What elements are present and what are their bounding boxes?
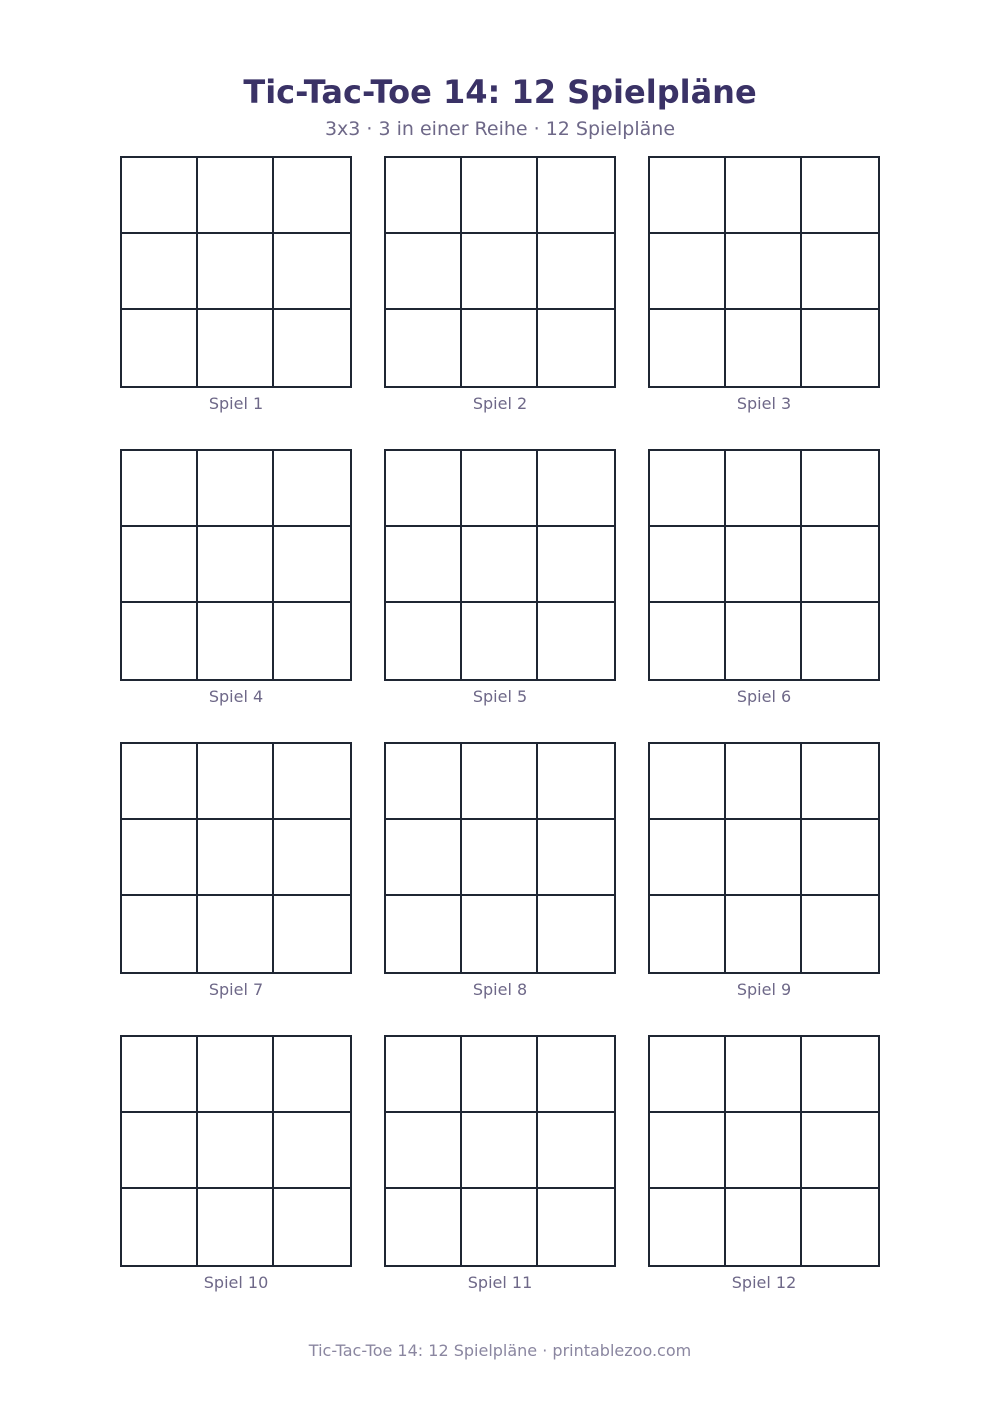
board-square[interactable] [726, 603, 802, 679]
board-square[interactable] [726, 820, 802, 896]
board-label: Spiel 5 [472, 687, 528, 706]
board-square[interactable] [802, 451, 878, 527]
board-square[interactable] [386, 451, 462, 527]
board-square[interactable] [726, 1037, 802, 1113]
game-board [384, 156, 616, 388]
board-label: Spiel 2 [472, 394, 528, 413]
board-square[interactable] [802, 744, 878, 820]
board-square[interactable] [274, 234, 350, 310]
game-board-card [120, 1035, 352, 1328]
game-board-card [384, 449, 616, 742]
board-square[interactable] [274, 1113, 350, 1189]
board-label: Spiel 8 [472, 980, 528, 999]
board-square[interactable] [386, 896, 462, 972]
board-square[interactable] [462, 820, 538, 896]
board-square[interactable] [122, 234, 198, 310]
board-square[interactable] [122, 896, 198, 972]
board-square[interactable] [802, 234, 878, 310]
board-square[interactable] [386, 1037, 462, 1113]
board-square[interactable] [462, 158, 538, 234]
board-square[interactable] [538, 1113, 614, 1189]
board-square[interactable] [122, 603, 198, 679]
board-square[interactable] [198, 1113, 274, 1189]
game-board-card [120, 449, 352, 742]
board-square[interactable] [386, 234, 462, 310]
board-square[interactable] [386, 820, 462, 896]
game-board-card [120, 156, 352, 449]
board-square[interactable] [650, 603, 726, 679]
board-square[interactable] [726, 310, 802, 386]
board-square[interactable] [198, 1037, 274, 1113]
board-square[interactable] [274, 158, 350, 234]
board-square[interactable] [650, 451, 726, 527]
board-label: Spiel 1 [208, 394, 264, 413]
game-board-card [648, 449, 880, 742]
board-square[interactable] [122, 1037, 198, 1113]
board-square[interactable] [386, 158, 462, 234]
board-square[interactable] [650, 744, 726, 820]
board-square[interactable] [198, 744, 274, 820]
board-square[interactable] [538, 527, 614, 603]
board-square[interactable] [122, 1113, 198, 1189]
board-square[interactable] [650, 820, 726, 896]
game-board [384, 1035, 616, 1267]
board-square[interactable] [538, 1189, 614, 1265]
board-square[interactable] [802, 310, 878, 386]
game-board [120, 156, 352, 388]
board-square[interactable] [538, 896, 614, 972]
game-board [384, 449, 616, 681]
boards-grid [120, 156, 880, 1328]
board-square[interactable] [650, 1037, 726, 1113]
board-square[interactable] [650, 158, 726, 234]
page-title: Tic-Tac-Toe 14: 12 Spielpläne [243, 73, 757, 111]
game-board [120, 742, 352, 974]
board-square[interactable] [538, 820, 614, 896]
board-square[interactable] [650, 310, 726, 386]
board-square[interactable] [802, 820, 878, 896]
board-square[interactable] [274, 744, 350, 820]
board-square[interactable] [198, 451, 274, 527]
board-square[interactable] [274, 896, 350, 972]
board-square[interactable] [726, 527, 802, 603]
board-square[interactable] [726, 1113, 802, 1189]
board-square[interactable] [650, 1189, 726, 1265]
game-board [648, 156, 880, 388]
game-board-card [384, 742, 616, 1035]
board-square[interactable] [726, 896, 802, 972]
board-label: Spiel 6 [736, 687, 792, 706]
board-square[interactable] [198, 820, 274, 896]
board-square[interactable] [198, 234, 274, 310]
board-square[interactable] [650, 1113, 726, 1189]
board-square[interactable] [122, 744, 198, 820]
game-board [648, 449, 880, 681]
board-label: Spiel 3 [736, 394, 792, 413]
game-board-card [384, 156, 616, 449]
board-square[interactable] [462, 1189, 538, 1265]
game-board [120, 449, 352, 681]
board-square[interactable] [802, 1113, 878, 1189]
board-square[interactable] [198, 158, 274, 234]
board-square[interactable] [198, 603, 274, 679]
game-board-card [648, 156, 880, 449]
board-square[interactable] [462, 603, 538, 679]
game-board-card [120, 742, 352, 1035]
board-square[interactable] [462, 527, 538, 603]
board-square[interactable] [726, 234, 802, 310]
board-square[interactable] [802, 1189, 878, 1265]
board-square[interactable] [122, 1189, 198, 1265]
board-square[interactable] [274, 527, 350, 603]
board-square[interactable] [122, 158, 198, 234]
board-square[interactable] [198, 310, 274, 386]
board-square[interactable] [538, 234, 614, 310]
board-square[interactable] [462, 1037, 538, 1113]
board-square[interactable] [538, 744, 614, 820]
board-square[interactable] [802, 158, 878, 234]
board-square[interactable] [386, 1113, 462, 1189]
board-square[interactable] [386, 744, 462, 820]
board-square[interactable] [538, 603, 614, 679]
board-square[interactable] [198, 896, 274, 972]
board-square[interactable] [274, 451, 350, 527]
game-board-card [384, 1035, 616, 1328]
board-square[interactable] [538, 1037, 614, 1113]
board-square[interactable] [650, 234, 726, 310]
board-square[interactable] [538, 158, 614, 234]
board-square[interactable] [274, 1189, 350, 1265]
board-label: Spiel 4 [208, 687, 264, 706]
board-square[interactable] [802, 527, 878, 603]
board-square[interactable] [386, 527, 462, 603]
page-subtitle: 3x3 · 3 in einer Reihe · 12 Spielpläne [324, 118, 676, 140]
game-board [120, 1035, 352, 1267]
board-label: Spiel 10 [203, 1273, 269, 1292]
board-label: Spiel 9 [736, 980, 792, 999]
board-square[interactable] [462, 896, 538, 972]
game-board-card [648, 742, 880, 1035]
board-square[interactable] [462, 744, 538, 820]
game-board [384, 742, 616, 974]
page-footer: Tic-Tac-Toe 14: 12 Spielpläne · printablezoo.com [308, 1341, 692, 1360]
board-square[interactable] [386, 603, 462, 679]
board-square[interactable] [538, 451, 614, 527]
board-square[interactable] [726, 158, 802, 234]
board-label: Spiel 12 [731, 1273, 797, 1292]
board-square[interactable] [462, 451, 538, 527]
game-board-card [648, 1035, 880, 1328]
board-square[interactable] [802, 1037, 878, 1113]
board-square[interactable] [274, 310, 350, 386]
board-square[interactable] [122, 451, 198, 527]
board-square[interactable] [802, 603, 878, 679]
board-square[interactable] [650, 527, 726, 603]
board-square[interactable] [274, 820, 350, 896]
game-board [648, 742, 880, 974]
board-square[interactable] [650, 896, 726, 972]
game-board [648, 1035, 880, 1267]
board-square[interactable] [198, 527, 274, 603]
board-square[interactable] [538, 310, 614, 386]
board-square[interactable] [122, 527, 198, 603]
board-square[interactable] [386, 1189, 462, 1265]
board-square[interactable] [274, 1037, 350, 1113]
board-label: Spiel 11 [467, 1273, 533, 1292]
board-label: Spiel 7 [208, 980, 264, 999]
board-square[interactable] [462, 234, 538, 310]
board-square[interactable] [386, 310, 462, 386]
board-square[interactable] [726, 744, 802, 820]
board-square[interactable] [122, 820, 198, 896]
board-square[interactable] [274, 603, 350, 679]
board-square[interactable] [726, 1189, 802, 1265]
board-square[interactable] [462, 1113, 538, 1189]
board-square[interactable] [802, 896, 878, 972]
board-square[interactable] [122, 310, 198, 386]
board-square[interactable] [198, 1189, 274, 1265]
board-square[interactable] [726, 451, 802, 527]
board-square[interactable] [462, 310, 538, 386]
